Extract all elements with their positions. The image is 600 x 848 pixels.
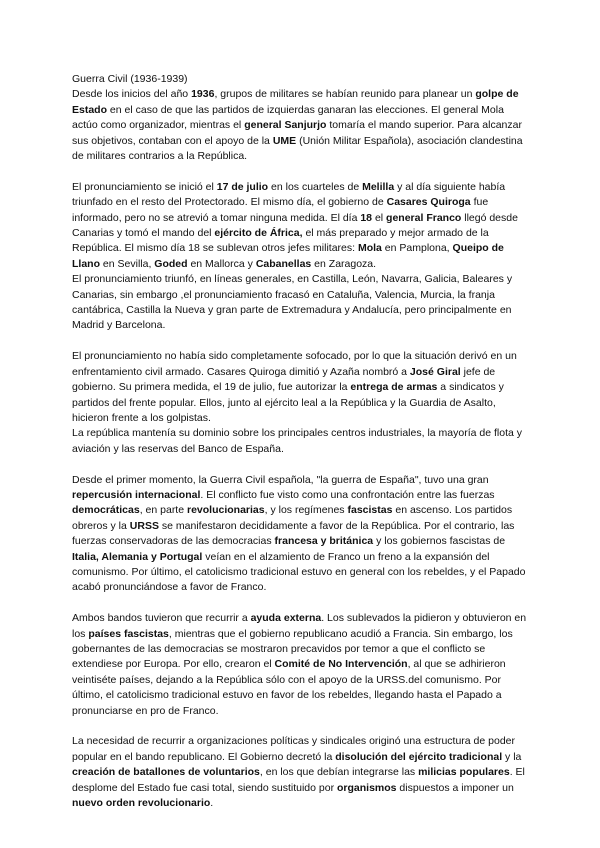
- bold-text: milicias populares: [418, 766, 510, 779]
- text-run: La necesidad de recurrir a organizaciones políticas y sindicales originó una estructura de poder popular en el bando republicano. El Gobierno decretó la: [72, 735, 516, 763]
- bold-text: democráticas: [72, 504, 140, 517]
- text-run: Desde los inicios del año: [72, 88, 192, 101]
- bold-text: Mola: [357, 242, 382, 255]
- paragraph-list: [72, 87, 532, 811]
- text-run: El pronunciamiento se inició el: [72, 180, 217, 193]
- text-run: La república mantenía su dominio sobre los principales centros industriales, la mayoría de flota y aviación y las reservas del Banco de España.: [72, 427, 522, 455]
- bold-text: disolución del ejército tradicional: [335, 750, 503, 763]
- text-run: fue informado, pero no se atrevió a tomar ninguna medida. El día: [72, 196, 489, 224]
- text-run: en Mallorca y: [187, 257, 256, 270]
- bold-text: Comité de No Intervención: [274, 658, 408, 671]
- bold-text: Goded: [154, 257, 188, 270]
- text-run: , en parte: [139, 504, 187, 517]
- bold-text: ayuda externa: [250, 612, 322, 625]
- text-run: en los cuarteles de: [268, 180, 363, 193]
- bold-text: 17 de julio: [216, 180, 269, 193]
- bold-text: nuevo orden revolucionario: [72, 797, 211, 810]
- paragraph: [72, 473, 532, 596]
- paragraph: [72, 180, 532, 334]
- paragraph: [72, 87, 532, 164]
- bold-text: revolucionarias: [186, 504, 265, 517]
- text-run: tomaría el mando superior. Para alcanzar sus objetivos, contaban con el apoyo de la: [72, 119, 522, 147]
- text-run: veían en el alzamiento de Franco un freno a la expansión del comunismo. Por último, el catolicismo tradicional estuvo en general con los rebeldes, y el Papado acabó pronunciándose a favor de Franco.: [72, 550, 526, 594]
- text-run: en Zaragoza.: [311, 257, 377, 270]
- bold-text: francesa y británica: [274, 535, 374, 548]
- text-run: dispuestos a imponer un: [396, 781, 514, 794]
- text-run: y la: [502, 750, 522, 763]
- text-run: . Los sublevados la pidieron y obtuvieron en los: [72, 612, 527, 640]
- bold-text: ejército de África,: [214, 227, 303, 240]
- document-body: [72, 72, 532, 811]
- text-run: y al día siguiente había triunfado en el resto del Protectorado. El mismo día, el gobierno de: [72, 180, 506, 209]
- text-run: el más preparado y mejor armado de la República. El mismo día 18 se sublevan otros jefes militares:: [72, 227, 489, 255]
- bold-text: UME: [272, 134, 297, 147]
- document-title: Guerra Civil (1936-1939): [72, 73, 188, 85]
- bold-text: creación de batallones de voluntarios: [72, 766, 260, 779]
- text-run: y los gobiernos fascistas de: [373, 535, 506, 548]
- text-run: (Unión Militar Española), asociación clandestina de militares contrarios a la República.: [72, 134, 523, 163]
- bold-text: Queipo de Llano: [72, 242, 504, 270]
- text-run: a sindicatos y partidos del frente popular. Ellos, junto al ejército leal a la República y la Guardia de Asalto, hicieron frente a los golpistas.: [72, 381, 504, 424]
- text-run: en Pamplona,: [381, 242, 453, 255]
- bold-text: organismos: [337, 781, 397, 794]
- text-run: el: [372, 211, 387, 224]
- bold-text: golpe de Estado: [72, 88, 519, 116]
- text-run: , grupos de militares se habían reunido para planear un: [214, 88, 476, 101]
- bold-text: Cabanellas: [255, 257, 312, 270]
- bold-text: 1936: [191, 88, 215, 101]
- text-run: . El desplome del Estado fue casi total, siendo sustituido por: [72, 766, 525, 794]
- text-run: en el caso de que las partidos de izquierdas ganaran las elecciones. El general Mola actúo como organizador, mientras el: [72, 103, 504, 132]
- bold-text: fascistas: [347, 504, 393, 517]
- text-run: se manifestaron decididamente a favor de la República. Por el contrario, las fuerzas conservadoras de las democracias: [72, 519, 515, 548]
- text-run: El pronunciamiento no había sido completamente sofocado, por lo que la situación derivó en un enfrentamiento civil armado. Casares Quiroga dimitió y Azaña nombró a: [72, 350, 517, 378]
- paragraph: [72, 734, 532, 811]
- bold-text: Italia, Alemania y Portugal: [72, 550, 203, 563]
- text-run: jefe de gobierno. Su primera medida, el 19 de julio, fue autorizar la: [72, 365, 496, 394]
- text-run: , mientras que el gobierno republicano acudió a Francia. Sin embargo, los gobernantes de las democracias se mostraron precavidos por temor a que el conflicto se extendiese por Europa. Por ello, crearon el: [72, 627, 513, 671]
- bold-text: general Franco: [386, 211, 462, 224]
- text-run: .: [210, 797, 214, 810]
- bold-text: países fascistas: [88, 627, 169, 640]
- text-run: , al que se adhirieron veintiséte países, dejando a la República sólo con el apoyo de la URSS.del comunismo. Por último, el catolicismo tradicional estuvo en favor de los rebeldes, llegando hasta el Papado a pronunciarse en pro de Franco.: [72, 658, 506, 717]
- text-run: , en los que debían integrarse las: [259, 766, 419, 779]
- text-run: . El conflicto fue visto como una confrontación entre las fuerzas: [200, 488, 495, 501]
- text-run: en ascenso. Los partidos obreros y la: [72, 504, 513, 532]
- bold-text: repercusión internacional: [72, 488, 201, 501]
- bold-text: Casares Quiroga: [386, 196, 471, 209]
- bold-text: 18: [360, 211, 373, 224]
- bold-text: entrega de armas: [350, 381, 438, 394]
- text-run: llegó desde Canarias y tomó el mando del: [72, 211, 518, 240]
- bold-text: general Sanjurjo: [244, 119, 327, 132]
- text-run: Desde el primer momento, la Guerra Civil española, "la guerra de España", tuvo una gran: [72, 473, 489, 486]
- text-run: Ambos bandos tuvieron que recurrir a: [72, 612, 251, 625]
- text-run: , y los regímenes: [264, 504, 348, 517]
- bold-text: Melilla: [362, 180, 395, 193]
- text-run: en Sevilla,: [100, 257, 155, 270]
- bold-text: José Giral: [409, 365, 461, 378]
- paragraph: [72, 611, 532, 719]
- paragraph: [72, 349, 532, 457]
- text-run: El pronunciamiento triunfó, en líneas generales, en Castilla, León, Navarra, Galicia, Baleares y Canarias, sin embargo ,el pronunciamiento fracasó en Cataluña, Valencia, Murcia, la franja cantábrica, Castilla la Nueva y gran parte de Extremadura y Andalucía, pero principalmente en Madrid y Barcelona.: [72, 273, 513, 332]
- bold-text: URSS: [129, 519, 159, 532]
